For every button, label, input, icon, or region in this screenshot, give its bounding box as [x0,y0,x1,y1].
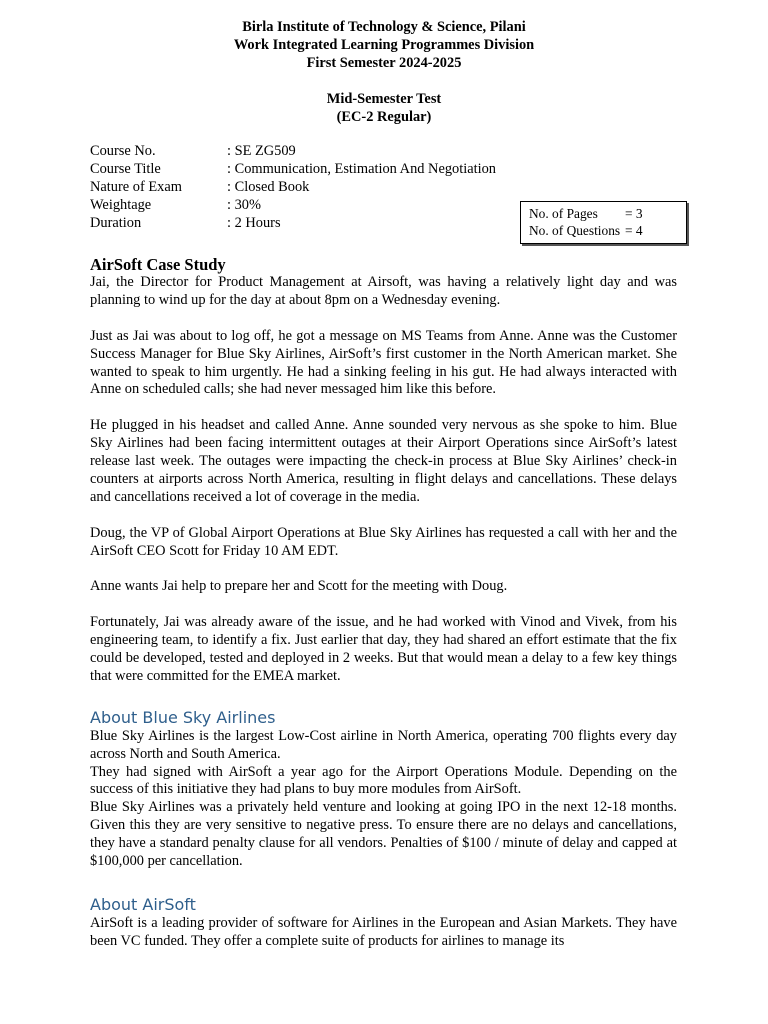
case-paragraph-4: Doug, the VP of Global Airport Operations at Blue Sky Airlines has requested a call with her and the AirSoft CEO Scott for Friday 10 AM EDT. [90,524,677,559]
detail-row-course-no [90,143,530,161]
semester: First Semester 2024-2025 [306,54,462,71]
detail-value: : 2 Hours [227,214,281,231]
case-paragraph-6: Fortunately, Jai was already aware of the issue, and he had worked with Vinod and Vivek, from his engineering team, to identify a fix. Just earlier that day, they had shared an effort estimate that the fix could be developed, tested and deployed in 2 weeks. But that would mean a delay to a few key things that were committed for the EMEA market. [90,614,677,684]
detail-label: Course No. [90,143,156,159]
blue-sky-paragraph-3: Blue Sky Airlines was a privately held venture and looking at going IPO in the next 12-18 months. Given this they are very sensitive to negative press. To ensure there are no delays and cancellations, they have a standard penalty clause for all vendors. Penalties of $100 / minute of delay and capped at $100,000 per cancellation. [90,799,677,870]
test-type: (EC-2 Regular) [336,108,432,125]
exam-details [90,143,530,232]
questions-value: = 4 [625,222,643,238]
detail-value: : Closed Book [227,178,310,195]
division-name: Work Integrated Learning Programmes Division [233,36,535,53]
detail-label: Duration [90,214,142,231]
detail-label: Course Title [90,160,161,177]
case-paragraph-2: Just as Jai was about to log off, he got a message on MS Teams from Anne. Anne was the Customer Success Manager for Blue Sky Airlines, AirSoft’s first customer in the North American market. She wanted to speak to him urgently. He had a sinking feeling in his gut. He had always interacted with Anne on scheduled calls; she had never messaged him like this before. [90,327,677,398]
detail-value: : Communication, Estimation And Negotiation [227,160,497,177]
pages-label: No. of Pages [529,206,598,221]
questions-label: No. of Questions [529,222,621,238]
case-paragraph-1: Jai, the Director for Product Management at Airsoft, was having a relatively light day and was planning to wind up for the day at about 8pm on a Wednesday evening. [90,274,677,308]
section-heading-airsoft: About AirSoft [90,895,196,915]
detail-row-weightage [90,197,530,215]
test-title: Mid-Semester Test [326,90,442,107]
case-paragraph-3: He plugged in his headset and called Anne. Anne sounded very nervous as she spoke to him. Blue Sky Airlines had been facing intermittent outages at their Airport Operations since AirSoft’s latest release last week. The outages were impacting the check-in process at Blue Sky Airlines’ check-in counters at airports across North America, resulting in flight delays and cancellations. These delays and cancellations received a lot of coverage in the media. [90,417,677,505]
section-heading-blue-sky: About Blue Sky Airlines [90,707,276,727]
detail-row-duration [90,215,530,233]
institute-name: Birla Institute of Technology & Science, Pilani [242,19,526,35]
pages-questions-box [520,201,687,244]
exam-header [0,19,768,127]
detail-value: : SE ZG509 [227,143,296,159]
airsoft-paragraph-1: AirSoft is a leading provider of software for Airlines in the European and Asian Markets. They have been VC funded. They offer a complete suite of products for airlines to manage its [90,915,677,949]
pages-value: = 3 [625,206,643,221]
detail-label: Nature of Exam [90,178,182,195]
case-study-title: AirSoft Case Study [90,255,226,274]
detail-value: : 30% [227,196,261,213]
case-paragraph-5: Anne wants Jai help to prepare her and Scott for the meeting with Doug. [90,578,508,595]
detail-label: Weightage [90,196,152,213]
detail-row-nature [90,179,530,197]
case-study-content [90,255,677,951]
blue-sky-paragraph-1: Blue Sky Airlines is the largest Low-Cost airline in North America, operating 700 flights every day across North and South America. [90,727,677,762]
detail-row-course-title [90,161,530,179]
blue-sky-paragraph-2: They had signed with AirSoft a year ago for the Airport Operations Module. Depending on the success of this initiative they had plans to buy more modules from AirSoft. [90,763,677,798]
